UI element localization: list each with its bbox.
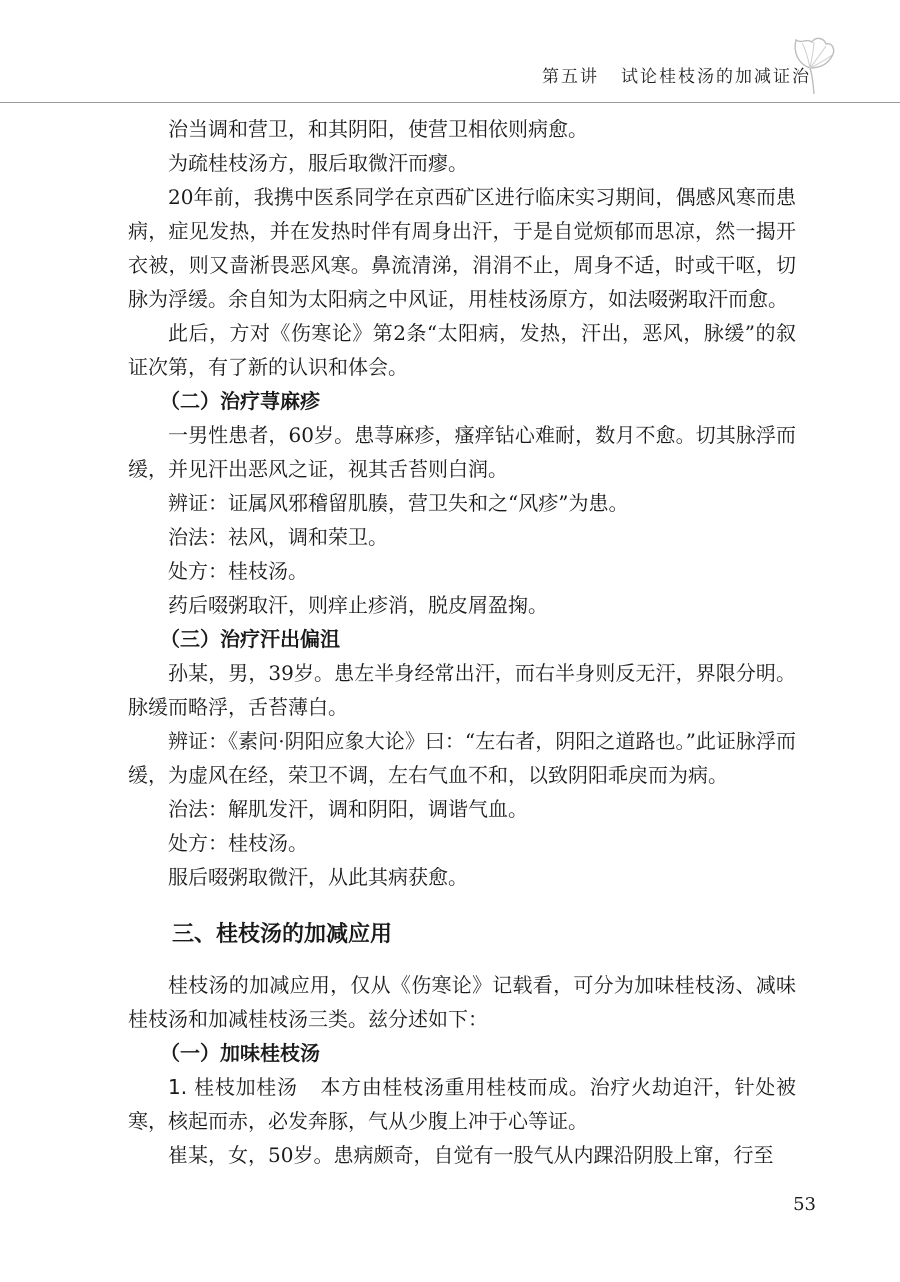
running-header	[542, 62, 811, 87]
page-number: 53	[793, 1194, 816, 1215]
subheading: （二）治疗荨麻疹	[160, 389, 320, 413]
paragraph: 孙某，男，39岁。患左半身经常出汗，而右半身则反无汗，界限分明。脉缓而略浮，舌苔薄白。	[128, 661, 796, 719]
paragraph: 药后啜粥取汗，则痒止疹消，脱皮屑盈掬。	[168, 593, 548, 617]
chapter-title: 试论桂枝汤的加减证治	[621, 67, 811, 87]
paragraph: 治法：祛风，调和荣卫。	[168, 525, 388, 549]
ginkgo-leaf-icon	[792, 34, 836, 96]
paragraph: 桂枝汤的加减应用，仅从《伤寒论》记载看，可分为加味桂枝汤、减味桂枝汤和加减桂枝汤三类。兹分述如下：	[128, 973, 796, 1031]
paragraph: 治法：解肌发汗，调和阴阳，调谐气血。	[168, 797, 528, 821]
paragraph: 处方：桂枝汤。	[168, 831, 308, 855]
paragraph: 治当调和营卫，和其阴阳，使营卫相依则病愈。	[168, 117, 588, 141]
section-heading: 三、桂枝汤的加减应用	[172, 922, 393, 947]
subheading: （三）治疗汗出偏沮	[160, 627, 340, 651]
page-body	[128, 112, 796, 1172]
paragraph: 处方：桂枝汤。	[168, 559, 308, 583]
paragraph: 为疏桂枝汤方，服后取微汗而瘳。	[168, 151, 468, 175]
paragraph: 20年前，我携中医系同学在京西矿区进行临床实习期间，偶感风寒而患病，症见发热，并在发热时伴有周身出汗，于是自觉烦郁而思凉，然一揭开衣被，则又啬淅畏恶风寒。鼻流清涕，涓涓不止，周身不适，时或干呕，切脉为浮缓。余自知为太阳病之中风证，用桂枝汤原方，如法啜粥取汗而愈。	[128, 185, 796, 311]
subheading: （一）加味桂枝汤	[160, 1041, 320, 1065]
lecture-number: 第五讲	[542, 67, 599, 87]
paragraph: 服后啜粥取微汗，从此其病获愈。	[168, 865, 468, 889]
paragraph: 辨证：证属风邪稽留肌腠，营卫失和之“风疹”为患。	[168, 491, 629, 515]
paragraph: 崔某，女，50岁。患病颇奇，自觉有一股气从内踝沿阴股上窜，行至	[168, 1143, 774, 1167]
paragraph: 一男性患者，60岁。患荨麻疹，瘙痒钻心难耐，数月不愈。切其脉浮而缓，并见汗出恶风之证，视其舌苔则白润。	[128, 423, 796, 481]
item-text: 本方由桂枝汤重用桂枝而成。治疗火劫迫汗，针处被寒，核起而赤，必发奔豚，气从少腹上冲于心等证。	[128, 1075, 796, 1133]
paragraph: 此后，方对《伤寒论》第2条“太阳病，发热，汗出，恶风，脉缓”的叙证次第，有了新的认识和体会。	[128, 321, 796, 379]
numbered-item	[128, 1070, 796, 1138]
header-divider	[0, 102, 900, 103]
item-title: 1. 桂枝加桂汤	[168, 1075, 298, 1099]
paragraph: 辨证：《素问·阴阳应象大论》曰：“左右者，阴阳之道路也。”此证脉浮而缓，为虚风在经，荣卫不调，左右气血不和，以致阴阳乖戾而为病。	[128, 729, 796, 787]
